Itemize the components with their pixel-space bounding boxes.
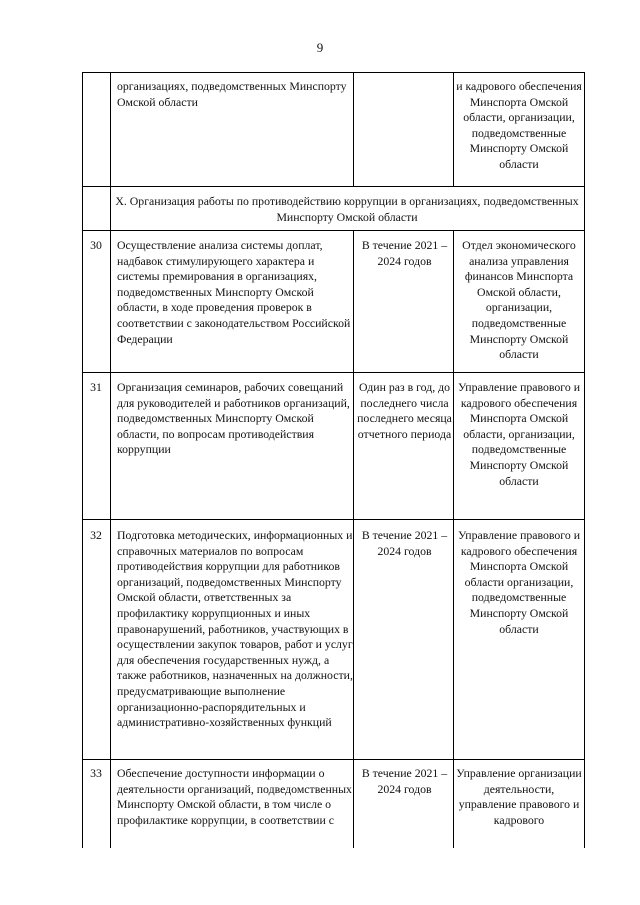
row-number: 30 (90, 238, 102, 252)
row-separator (82, 759, 585, 760)
table-border-left (82, 72, 83, 848)
row-number: 31 (90, 380, 102, 394)
row-description: Осуществление анализа системы доплат, надбавок стимулирующего характера и системы премирования в организациях, подведомственных Минспорту Омской области, в ходе проведения проверок в соответствии с законодательством Российской Федерации (117, 238, 351, 346)
continued-row-responsible: и кадрового обеспечения Минспорта Омской области, организации, подведомственные Минспорту Омской области (456, 79, 582, 171)
section-title: X. Организация работы по противодействию коррупции в организациях, подведомственных Минспорту Омской области (115, 194, 579, 224)
page-number: 9 (316, 40, 324, 55)
row-number: 32 (90, 528, 102, 542)
table-border-top (82, 72, 585, 73)
row-deadline: В течение 2021 – 2024 годов (361, 238, 448, 268)
row-responsible: Управление организации деятельности, управление правового и кадрового (456, 766, 582, 827)
row-description: Организация семинаров, рабочих совещаний для руководителей и работников организаций, подведомственных Минспорту Омской области, по вопросам противодействия коррупции (117, 380, 350, 457)
row-deadline: В течение 2021 – 2024 годов (361, 766, 448, 796)
row-description: Обеспечение доступности информации о деятельности организаций, подведомственных Минспорту Омской области, в том числе о профилактике коррупции, в соответствии с (117, 766, 352, 827)
row-separator (82, 372, 585, 373)
table-border-desc-col (353, 230, 354, 848)
row-description: Подготовка методических, информационных и справочных материалов по вопросам противодействия коррупции для работников организаций, подведомственных Минспорту Омской области, ответственных за профилактику коррупционных и иных правонарушений, работников, участвующих в осуществлении закупок товаров, работ и услуг для обеспечения государственных нужд, а также работников, назначенных на должности, предусматривающие выполнение организационно-распорядительных и административно-хозяйственных функций (117, 528, 353, 730)
continued-row-description: организациях, подведомственных Минспорту Омской области (117, 79, 347, 109)
table-border-desc-col (353, 72, 354, 186)
table-border-date-col (453, 230, 454, 848)
row-deadline: Один раз в год, до последнего числа последнего месяца отчетного периода (357, 380, 452, 441)
row-separator (82, 230, 585, 231)
row-responsible: Управление правового и кадрового обеспечения Минспорта Омской области организации, подведомственные Минспорту Омской области (457, 528, 581, 636)
table-border-right (584, 72, 585, 848)
table-border-num-col (110, 72, 111, 848)
row-deadline: В течение 2021 – 2024 годов (361, 528, 448, 558)
table-border-date-col (453, 72, 454, 186)
row-responsible: Отдел экономического анализа управления финансов Минспорта Омской области, организации, подведомственные Минспорту Омской области (462, 238, 576, 362)
row-separator (82, 519, 585, 520)
row-separator (82, 186, 585, 187)
row-responsible: Управление правового и кадрового обеспечения Минспорта Омской области, организации, подведомственные Минспорту Омской области (457, 380, 581, 488)
row-number: 33 (90, 766, 102, 780)
